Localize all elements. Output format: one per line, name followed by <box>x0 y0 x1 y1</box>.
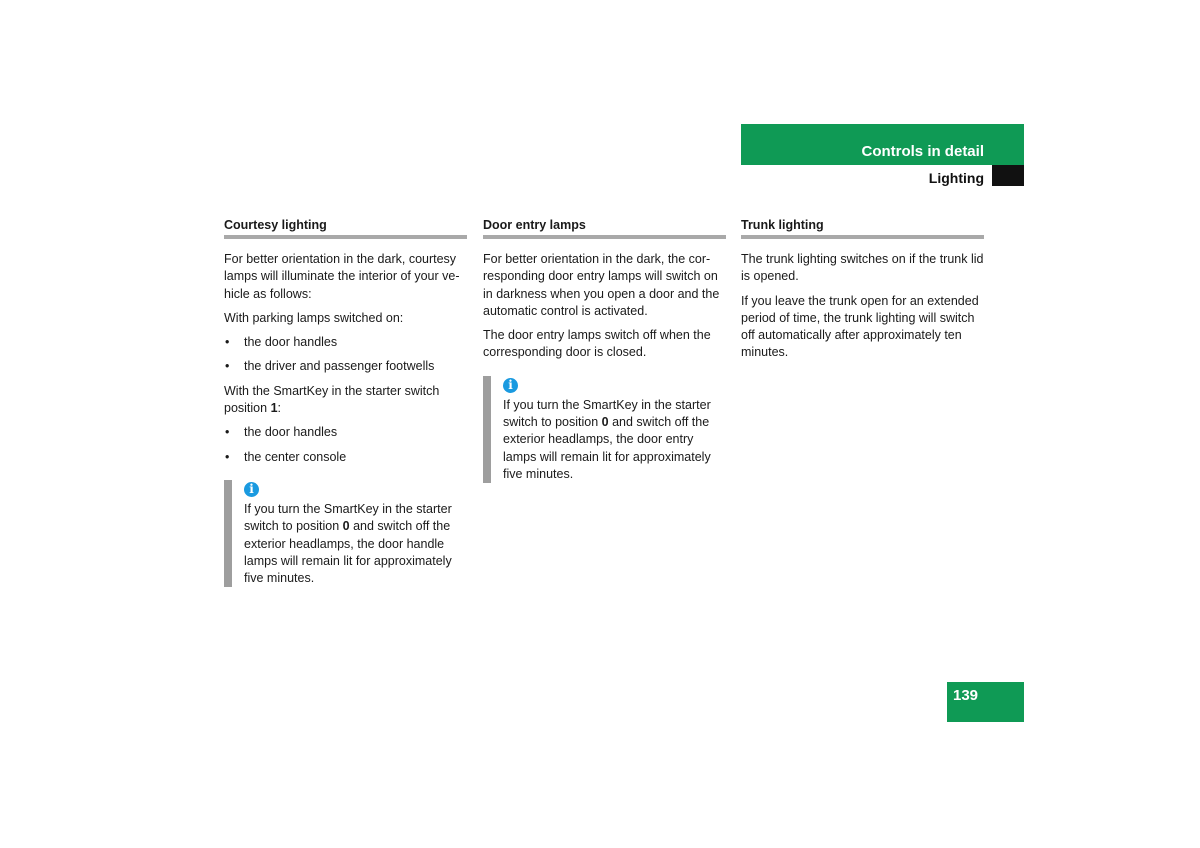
list-item: • the driver and passenger footwells <box>224 358 467 375</box>
parking-label: With parking lamps switched on: <box>224 310 404 325</box>
section-tab-marker <box>992 165 1024 186</box>
trunk-p2: If you leave the trunk open for an extended period of time, the trunk lighting will switch off automatically after approximately ten minutes. <box>741 293 979 360</box>
smartkey-list <box>224 424 467 466</box>
page-number: 139 <box>953 687 979 704</box>
door-entry-column <box>483 218 726 483</box>
door-entry-heading: Door entry lamps <box>483 218 726 239</box>
section-header-bar <box>741 124 1024 165</box>
courtesy-heading: Courtesy lighting <box>224 218 467 239</box>
courtesy-lighting-column <box>224 218 467 587</box>
list-item: • the center console <box>224 449 467 466</box>
list-item: • the door handles <box>224 424 467 441</box>
list-item: • the door handles <box>224 334 467 351</box>
door-entry-p2: The door entry lamps switch off when the corresponding door is closed. <box>483 328 711 360</box>
trunk-p1: The trunk lighting switches on if the trunk lid is opened. <box>741 252 984 284</box>
trunk-heading: Trunk lighting <box>741 218 984 239</box>
info-note <box>224 480 467 587</box>
parking-list <box>224 334 467 376</box>
courtesy-intro: For better orientation in the dark, courtesy lamps will illuminate the interior of your ve-hicle as follows: <box>224 252 460 301</box>
section-title: Controls in detail <box>861 143 984 160</box>
subsection-title: Lighting <box>928 170 984 186</box>
smartkey-label: With the SmartKey in the starter switch position 1: <box>224 383 440 416</box>
info-icon: i <box>244 482 259 497</box>
note-text: If you turn the SmartKey in the starter switch to position 0 and switch off the exterior headlamps, the door entry lamps will remain lit for approximately five minutes. <box>503 397 711 481</box>
note-text: If you turn the SmartKey in the starter switch to position 0 and switch off the exterior headlamps, the door handle lamps will remain lit for approximately five minutes. <box>244 501 452 586</box>
door-entry-p1: For better orientation in the dark, the cor-responding door entry lamps will switch on in darkness when you open a door and the automatic control is activated. <box>483 252 720 318</box>
page-number-box <box>947 682 1024 722</box>
trunk-lighting-column <box>741 218 984 369</box>
info-icon: i <box>503 378 518 393</box>
info-note <box>483 376 726 483</box>
